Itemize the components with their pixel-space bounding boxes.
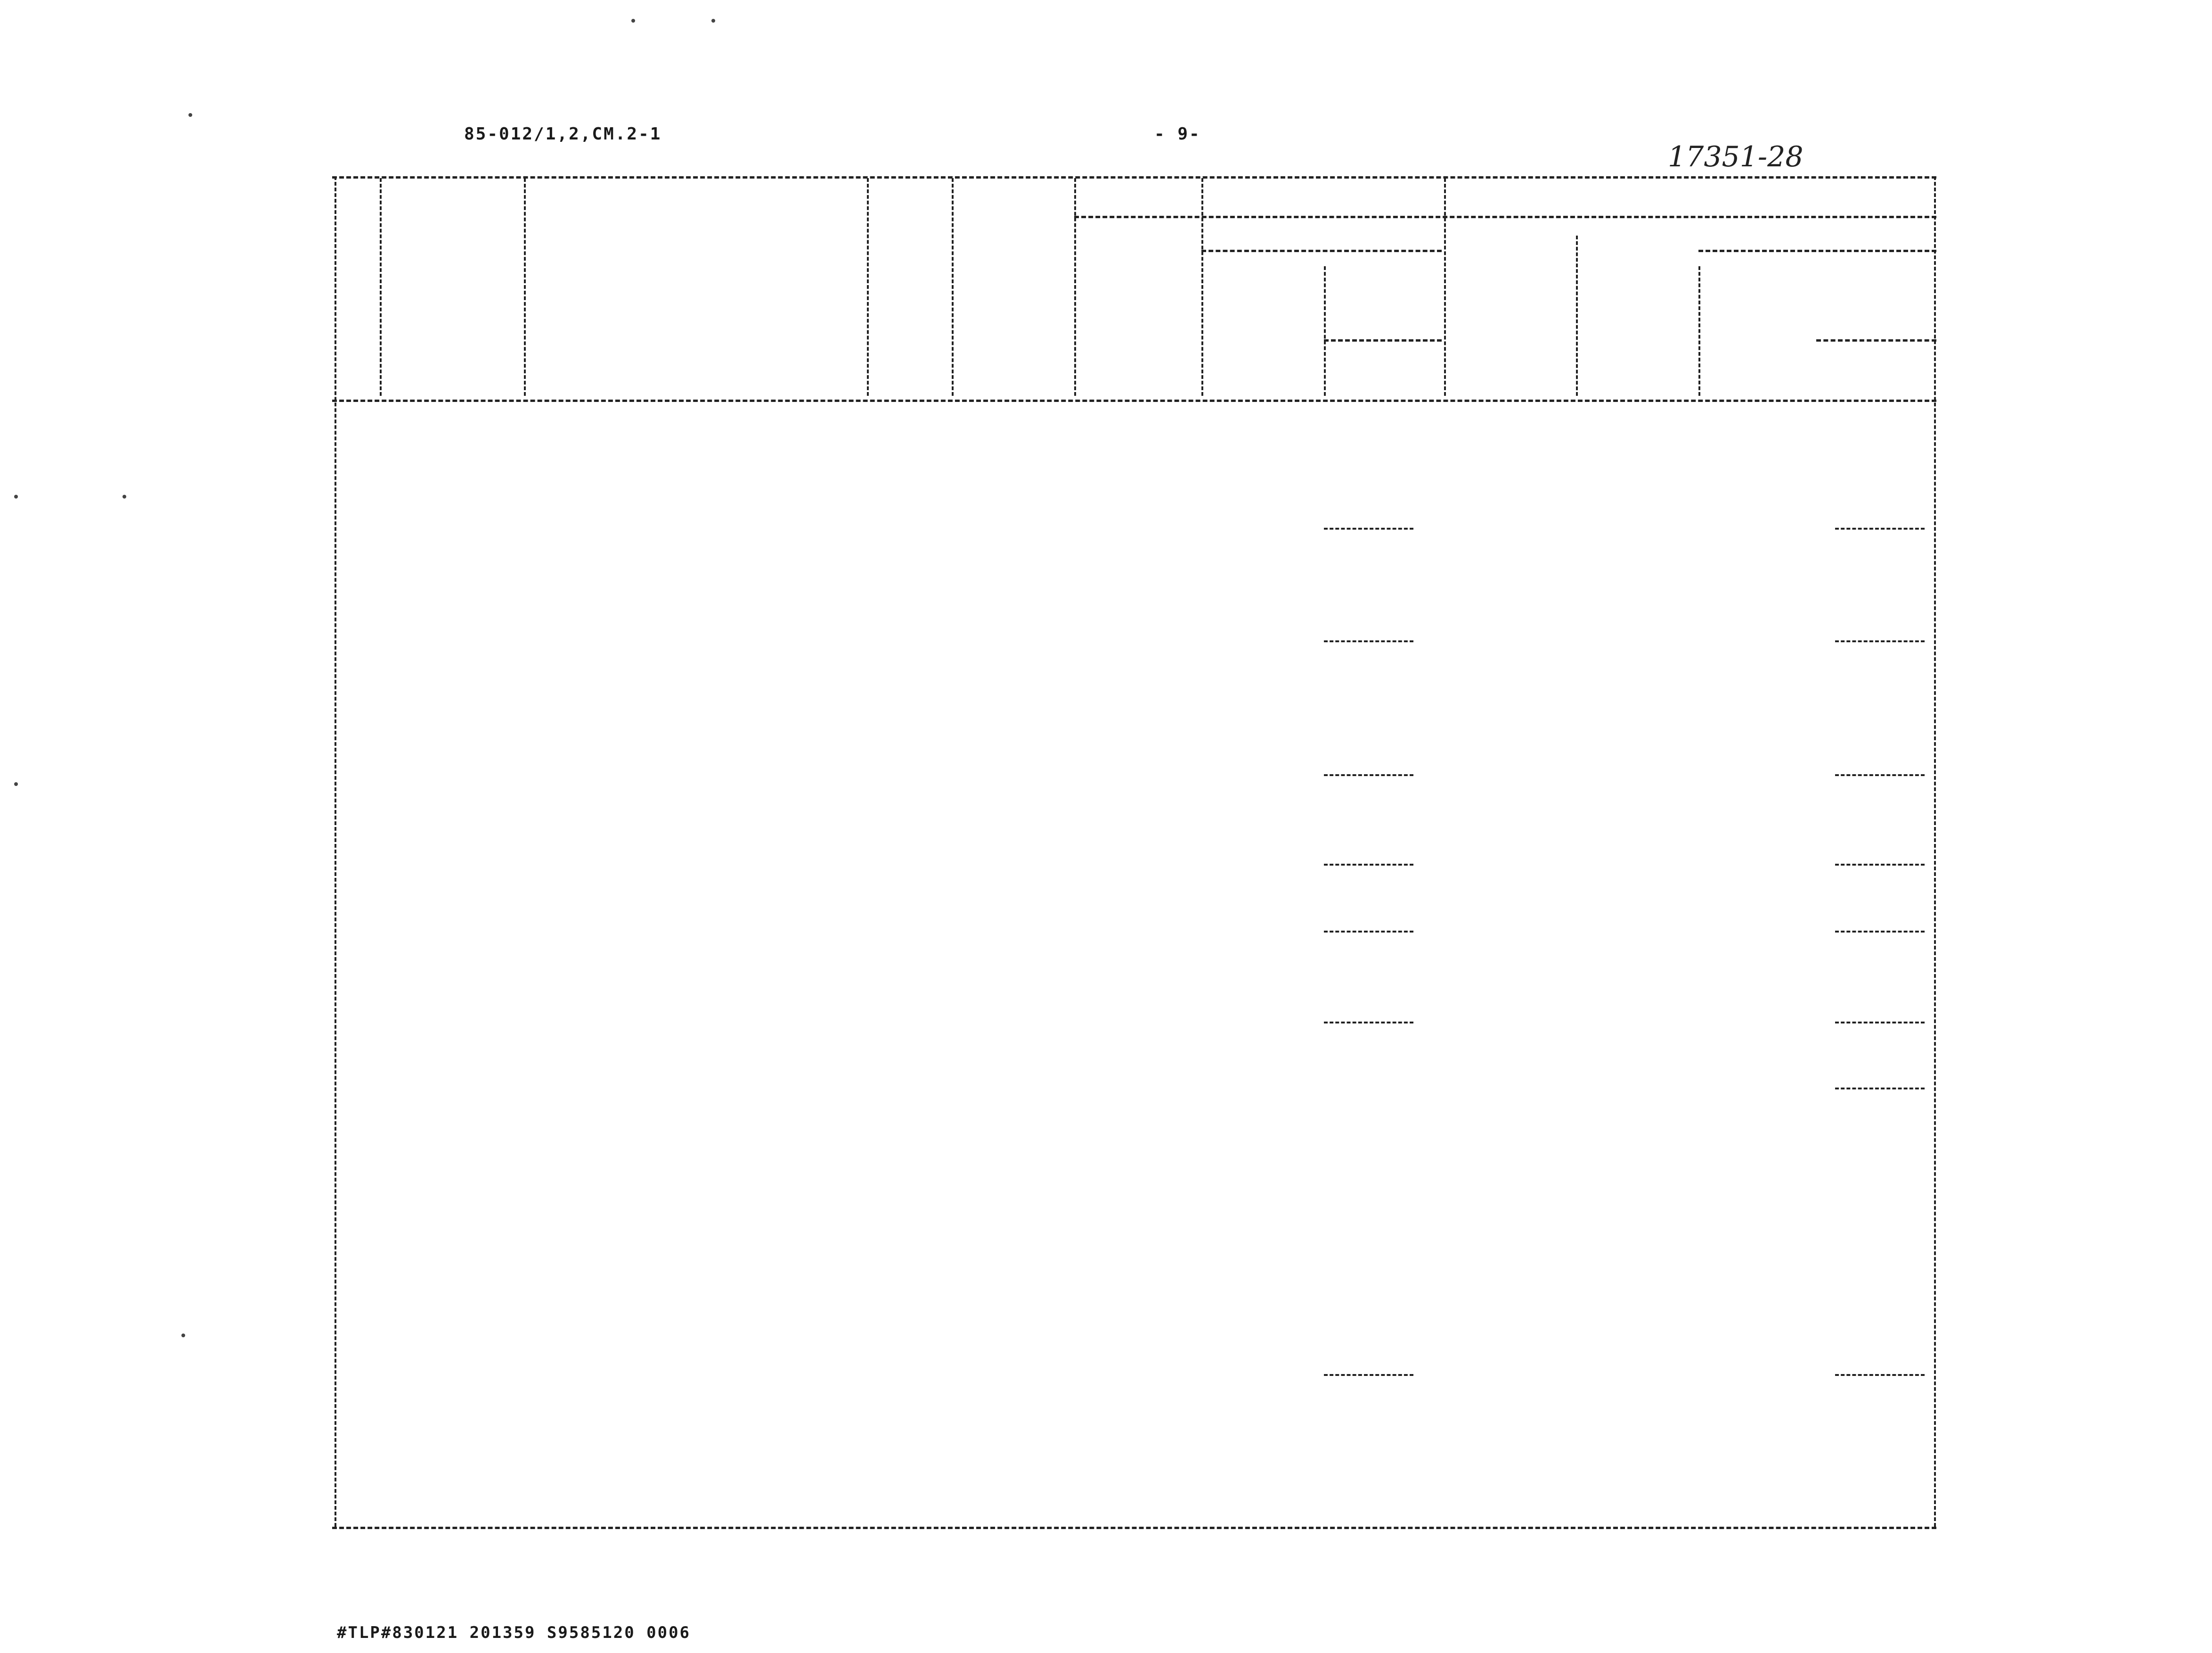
header-subrule — [1698, 250, 1936, 252]
row-unit-mach-dash — [1324, 640, 1413, 642]
header-subrule — [1201, 250, 1442, 252]
header-bottom-rule — [332, 400, 1936, 402]
header-col-separator — [1201, 178, 1203, 396]
scan-speck — [14, 495, 18, 499]
scan-speck — [631, 19, 635, 23]
material-total-mach-dash — [1835, 1374, 1925, 1376]
header-col-separator — [1074, 178, 1076, 396]
row-total-mach-dash — [1835, 864, 1925, 866]
row-unit-mach-dash — [1324, 931, 1413, 933]
header-col-separator — [1576, 236, 1578, 396]
scan-speck — [188, 113, 192, 117]
scan-speck — [14, 782, 18, 786]
scan-speck — [711, 19, 715, 23]
row-unit-mach-dash — [1324, 864, 1413, 866]
work-total-mach-dash — [1835, 1088, 1925, 1089]
header-col-separator — [867, 178, 869, 396]
page-number: - 9- — [1154, 124, 1201, 144]
header-col-separator — [952, 178, 954, 396]
row-unit-mach-dash — [1324, 1022, 1413, 1023]
header-col-separator — [1444, 178, 1446, 396]
handwritten-number: 17351-28 — [1668, 140, 1804, 173]
header-col-separator — [1698, 266, 1700, 396]
header-subrule — [1816, 339, 1936, 342]
scan-speck — [181, 1334, 185, 1337]
row-total-mach-dash — [1835, 640, 1925, 642]
row-total-mach-dash — [1835, 1022, 1925, 1023]
row-unit-mach-dash — [1324, 774, 1413, 776]
scan-speck — [122, 495, 126, 499]
row-total-mach-dash — [1835, 931, 1925, 933]
table-left-border — [335, 176, 336, 1527]
header-col-separator — [1324, 266, 1326, 396]
footer-code: #TLP#830121 201359 S9585120 0006 — [337, 1623, 691, 1642]
table-top-rule — [332, 176, 1936, 179]
doc-code: 85-012/1,2,СМ.2-1 — [464, 124, 662, 144]
row-unit-mach-dash — [1324, 528, 1413, 530]
header-subrule — [1324, 339, 1442, 342]
row-total-mach-dash — [1835, 774, 1925, 776]
header-col-separator — [380, 178, 382, 396]
table-right-border — [1934, 176, 1936, 1527]
row-total-mach-dash — [1835, 528, 1925, 530]
header-col-separator — [524, 178, 526, 396]
table-bottom-rule — [332, 1527, 1936, 1529]
material-unit-mach-dash — [1324, 1374, 1413, 1376]
header-subrule — [1074, 216, 1936, 218]
